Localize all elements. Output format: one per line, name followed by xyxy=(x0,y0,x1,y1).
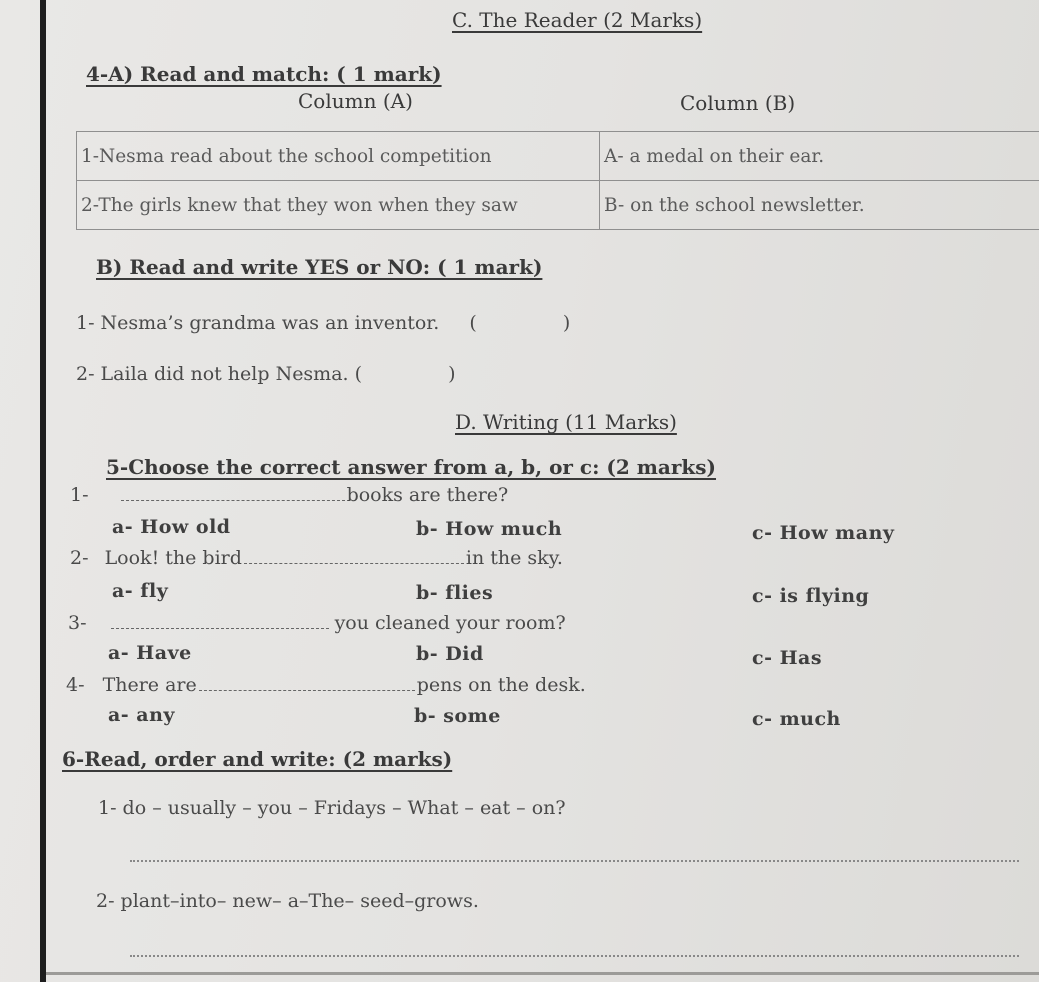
q5-3-option-b: b- Did xyxy=(416,643,484,665)
answer-open-paren: ( xyxy=(469,312,477,334)
question-text-after: pens on the desk. xyxy=(416,674,586,696)
question-text-after: in the sky. xyxy=(465,547,563,569)
column-a-cell: 1-Nesma read about the school competition xyxy=(77,132,600,181)
q5-1-option-a: a- How old xyxy=(112,516,231,538)
column-a-header: Column (A) xyxy=(298,89,413,113)
section-d-title: D. Writing (11 Marks) xyxy=(455,410,677,434)
question-number: 1- xyxy=(70,484,89,506)
bottom-border-line xyxy=(46,972,1039,975)
question-number: 4- xyxy=(66,674,85,696)
q5-item-3 xyxy=(68,612,566,634)
question-number: 2- xyxy=(70,547,89,569)
answer-blank xyxy=(121,490,345,501)
table-row xyxy=(77,181,1039,230)
left-margin-line xyxy=(40,0,46,982)
column-b-cell: A- a medal on their ear. xyxy=(600,132,1039,181)
answer-line-1 xyxy=(130,860,1019,862)
q5-4-option-b: b- some xyxy=(414,705,501,727)
answer-close-paren: ) xyxy=(448,363,456,385)
q6-item-2: 2- plant–into– new– a–The– seed–grows. xyxy=(96,890,479,912)
column-a-cell: 2-The girls knew that they won when they saw xyxy=(77,181,600,230)
question-number: 3- xyxy=(68,612,87,634)
q5-4-option-c: c- much xyxy=(752,708,841,730)
answer-open-paren: ( xyxy=(354,363,363,385)
match-table xyxy=(76,131,1039,230)
q5-3-option-a: a- Have xyxy=(108,642,192,664)
q5-3-option-c: c- Has xyxy=(752,647,823,669)
answer-line-2 xyxy=(130,955,1019,957)
q5-2-option-a: a- fly xyxy=(112,580,169,602)
q4b-item-2 xyxy=(76,363,456,385)
section-c-title: C. The Reader (2 Marks) xyxy=(452,8,703,32)
answer-close-paren: ) xyxy=(562,312,571,334)
q4a-title: 4-A) Read and match: ( 1 mark) xyxy=(86,62,442,86)
q5-item-4 xyxy=(66,674,586,696)
q5-2-option-b: b- flies xyxy=(416,582,494,604)
q5-item-2 xyxy=(70,547,563,569)
q5-2-option-c: c- is flying xyxy=(752,585,870,607)
q4b-title: B) Read and write YES or NO: ( 1 mark) xyxy=(96,255,543,279)
column-b-cell: B- on the school newsletter. xyxy=(600,181,1039,230)
q4b-item-1 xyxy=(76,312,570,334)
q5-4-option-a: a- any xyxy=(108,704,175,726)
q4b-item-1-text: 1- Nesma’s grandma was an inventor. xyxy=(76,312,440,334)
q5-1-option-b: b- How much xyxy=(416,518,563,540)
q5-1-option-c: c- How many xyxy=(752,522,895,544)
question-text-after: books are there? xyxy=(346,484,509,506)
q4b-item-2-text: 2- Laila did not help Nesma. xyxy=(76,363,349,385)
q5-item-1 xyxy=(70,484,508,506)
question-text-after: you cleaned your room? xyxy=(334,612,566,634)
question-text-before: Look! the bird xyxy=(104,547,242,569)
table-row xyxy=(77,132,1039,181)
question-text-before: There are xyxy=(102,674,197,696)
column-b-header: Column (B) xyxy=(680,91,796,115)
answer-blank xyxy=(199,680,415,691)
answer-blank xyxy=(111,618,329,629)
answer-blank xyxy=(244,553,464,564)
q6-title: 6-Read, order and write: (2 marks) xyxy=(62,747,453,771)
q6-item-1: 1- do – usually – you – Fridays – What – eat – on? xyxy=(98,797,566,819)
q5-title: 5-Choose the correct answer from a, b, or c: (2 marks) xyxy=(106,455,717,479)
